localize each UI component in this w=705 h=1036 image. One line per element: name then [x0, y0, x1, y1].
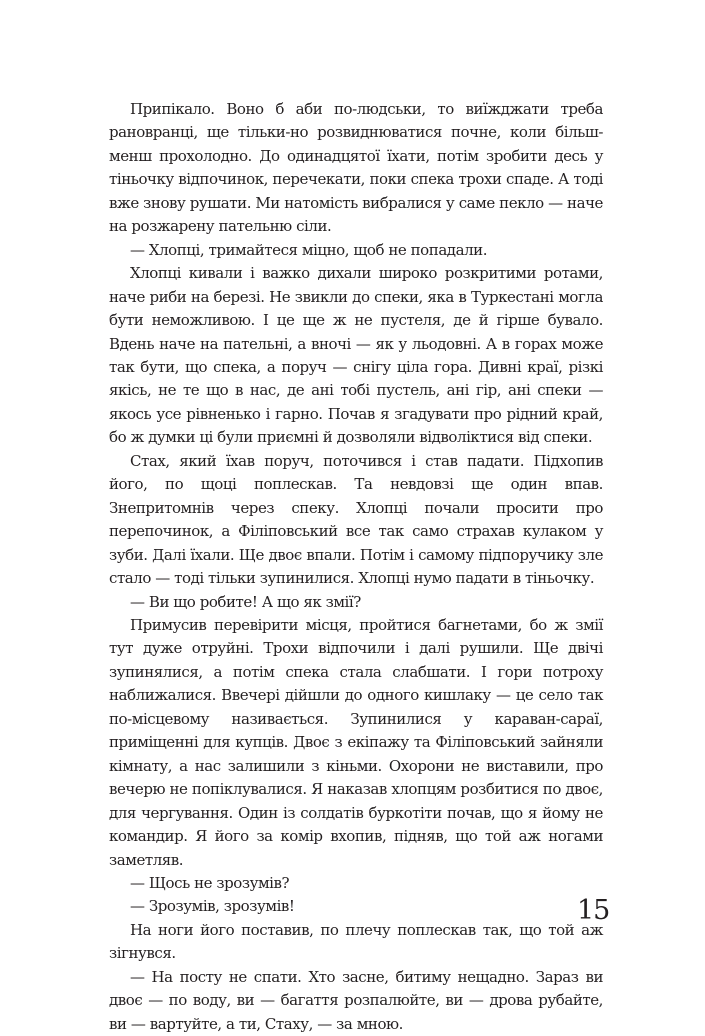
paragraph: — На посту не спати. Хто засне, битиму нещадно. Зараз ви двоє — по воду, ви — багаття розпалюйте, ви — дрова рубайте, ви — вартуйте, а ти, Стаху, — за мною.: [109, 967, 603, 1033]
paragraph: — Хлопці, тримайтеся міцно, щоб не попадали.: [130, 240, 488, 259]
paragraph: Примусив перевірити місця, пройтися багнетами, бо ж змії тут дуже отруйні. Трохи відпочили і далі рушили. Ще двічі зупинялися, а потім спека стала слабшати. І гори потроху наближалися. Ввечері дійшли до одного кишлаку — це село так по-місцевому називається. Зупинилися у караван-сараї, приміщенні для купців. Двоє з екіпажу та Філіповський зайняли кімнату, а нас залишили з кіньми. Охорони не виставили, про вечерю не попіклувалися. Я наказав хлопцям розбитися по двоє, для чергування. Один із солдатів буркотіти почав, що я йому не командир. Я його за комір вхопив, підняв, що той аж ногами заметляв.: [109, 615, 603, 869]
body-text: [109, 98, 603, 1036]
paragraph: — Зрозумів, зрозумів!: [130, 897, 295, 916]
page-number: 15: [577, 895, 610, 926]
paragraph: — Щось не зрозумів?: [130, 873, 290, 892]
paragraph: — Ви що робите! А що як змії?: [130, 592, 361, 611]
paragraph: На ноги його поставив, по плечу поплескав так, що той аж зігнувся.: [109, 920, 603, 963]
paragraph: Хлопці кивали і важко дихали широко розкритими ротами, наче риби на березі. Не звикли до спеки, яка в Туркестані могла бути неможливою. І це ще ж не пустеля, де й гірше бувало. Вдень наче на пательні, а вночі — як у льодовні. А в горах може так бути, що спека, а поруч — снігу ціла гора. Дивні краї, різкі якісь, не те що в нас, де ані тобі пустель, ані гір, ані спеки — якось усе рівненько і гарно. Почав я згадувати про рідний край, бо ж думки ці були приємні й дозволяли відволіктися від спеки.: [109, 264, 603, 447]
paragraph: Припікало. Воно б аби по-людськи, то виїжджати треба рановранці, ще тільки-но розвиднюватися почне, коли більш-менш прохолодно. До одинадцятої їхати, потім зробити десь у тіньочку відпочинок, перечекати, поки спека трохи спаде. А тоді вже знову рушати. Ми натомість вибралися у саме пекло — наче на розжарену пательню сіли.: [109, 100, 603, 236]
paragraph: Стах, який їхав поруч, поточився і став падати. Підхопив його, по щоці поплескав. Та невдовзі ще один впав. Знепритомнів через спеку. Хлопці почали просити про перепочинок, а Філіповський все так само страхав кулаком у зуби. Далі їхали. Ще двоє впали. Потім і самому підпоручику зле стало — тоді тільки зупинилися. Хлопці нумо падати в тіньочку.: [109, 451, 603, 588]
